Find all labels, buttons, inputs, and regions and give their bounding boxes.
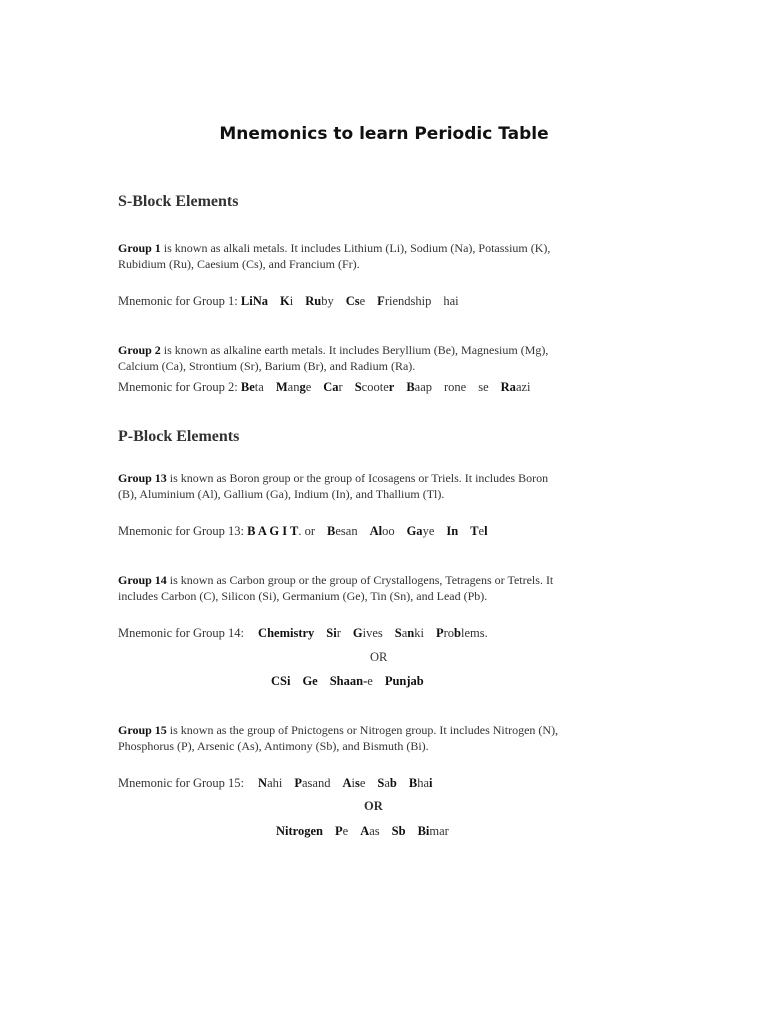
mnemonic-bold-letters: B (406, 380, 415, 394)
group-14-or: OR (370, 650, 388, 664)
mnemonic-bold-letters: A (342, 776, 352, 790)
group-14-mnemonic (118, 626, 488, 641)
group-14-desc-line-2: includes Carbon (C), Silicon (Si), Germanium (Ge), Tin (Sn), and Lead (Pb). (118, 589, 488, 603)
mnemonic-bold-letters: l (484, 524, 488, 538)
mnemonic-bold-letters: Ca (323, 380, 339, 394)
mnemonic-word (360, 824, 379, 839)
page-title: Mnemonics to learn Periodic Table (219, 124, 549, 144)
group-15-or: OR (364, 799, 383, 813)
mnemonic-word (346, 294, 365, 309)
p-block-heading: P-Block Elements (118, 428, 240, 445)
mnemonic-word (271, 674, 290, 689)
mnemonic-regular-letters: by (321, 294, 334, 308)
mnemonic-word (302, 674, 317, 689)
mnemonic-word (407, 524, 435, 539)
group-15-mnemonic-alt (276, 824, 449, 839)
mnemonic-regular-letters: ro (443, 626, 455, 640)
mnemonic-word (280, 294, 293, 309)
mnemonic-regular-letters: ta (254, 380, 264, 394)
mnemonic-word (418, 824, 449, 839)
group-13-desc-line-1: is known as Boron group or the group of Icosagens or Triels. It includes Boron (166, 471, 549, 485)
mnemonic-word (501, 380, 531, 395)
group-14-description (118, 572, 658, 604)
group-1-mnemonic-label: Mnemonic for Group 1: (118, 294, 241, 308)
group-13-description (118, 470, 658, 502)
mnemonic-bold-letters: S (394, 626, 402, 640)
group-13-bagit: B A G I T (247, 524, 299, 538)
group-13-mnemonic-words (327, 524, 488, 538)
group-2-desc-line-2: Calcium (Ca), Strontium (Sr), Barium (Br), and Radium (Ra). (118, 359, 416, 373)
group-13-desc-line-2: (B), Aluminium (Al), Gallium (Ga), Indium (In), and Thallium (Tl). (118, 487, 445, 501)
group-15-desc-line-2: Phosphorus (P), Arsenic (As), Antimony (Sb), and Bismuth (Bi). (118, 739, 429, 753)
mnemonic-regular-letters: a (384, 776, 390, 790)
s-block-heading: S-Block Elements (118, 193, 239, 210)
mnemonic-bold-letters: Be (240, 380, 255, 394)
group-14-mnemonic-alt (271, 674, 424, 689)
mnemonic-regular-letters: an (287, 380, 300, 394)
mnemonic-word (392, 824, 406, 839)
mnemonic-regular-letters: r (336, 626, 341, 640)
mnemonic-word (444, 380, 466, 395)
mnemonic-bold-letters: P (435, 626, 444, 640)
mnemonic-word (241, 380, 264, 395)
mnemonic-word (395, 626, 424, 641)
group-2-mnemonic (118, 380, 531, 395)
mnemonic-bold-letters: In (446, 524, 459, 538)
mnemonic-regular-letters: ha (417, 776, 430, 790)
mnemonic-word (446, 524, 458, 539)
mnemonic-word (305, 294, 333, 309)
group-14-mnemonic-words (258, 626, 488, 640)
mnemonic-bold-letters: b (416, 674, 424, 688)
mnemonic-bold-letters: Bi (417, 824, 430, 838)
mnemonic-word (327, 524, 358, 539)
mnemonic-bold-letters: Cs (345, 294, 360, 308)
mnemonic-word (258, 626, 314, 641)
group-1-label: Group 1 (118, 241, 161, 255)
group-1-mnemonic-words (241, 294, 459, 308)
mnemonic-word (335, 824, 348, 839)
mnemonic-word (353, 626, 383, 641)
mnemonic-regular-letters: i (351, 776, 355, 790)
mnemonic-regular-letters: oo (382, 524, 395, 538)
mnemonic-regular-letters: e (478, 524, 485, 538)
mnemonic-regular-letters: e (359, 776, 366, 790)
mnemonic-bold-letters: Shaan- (329, 674, 368, 688)
mnemonic-word (478, 380, 488, 395)
group-15-label: Group 15 (118, 723, 167, 737)
group-2-label: Group 2 (118, 343, 161, 357)
mnemonic-bold-letters: g (299, 380, 306, 394)
mnemonic-bold-letters: hemistry (267, 626, 315, 640)
mnemonic-word (330, 674, 373, 689)
mnemonic-regular-letters: ives (362, 626, 383, 640)
mnemonic-regular-letters: ki (414, 626, 424, 640)
group-1-desc-line-2: Rubidium (Ru), Caesium (Cs), and Francium (Fr). (118, 257, 360, 271)
group-15-mnemonic-alt-words (276, 824, 449, 838)
group-15-desc-line-1: is known as the group of Pnictogens or Nitrogen group. It includes Nitrogen (N), (166, 723, 559, 737)
group-15-mnemonic-label: Mnemonic for Group 15: (118, 776, 245, 790)
mnemonic-regular-letters: hai (443, 294, 459, 308)
mnemonic-bold-letters: B (408, 776, 418, 790)
mnemonic-bold-letters: S (377, 776, 385, 790)
mnemonic-word (294, 776, 330, 791)
mnemonic-regular-letters: asand (301, 776, 331, 790)
mnemonic-word (377, 776, 396, 791)
mnemonic-bold-letters: i (429, 776, 433, 790)
mnemonic-regular-letters: se (478, 380, 489, 394)
group-2-mnemonic-words (241, 380, 531, 394)
mnemonic-bold-letters: A (360, 824, 370, 838)
mnemonic-regular-letters: e (305, 380, 312, 394)
mnemonic-regular-letters: e (367, 674, 373, 688)
mnemonic-word (470, 524, 487, 539)
mnemonic-word (326, 626, 341, 641)
group-13-label: Group 13 (118, 471, 167, 485)
mnemonic-word (443, 294, 458, 309)
mnemonic-regular-letters: riendship (384, 294, 432, 308)
mnemonic-bold-letters: CSi (271, 674, 291, 688)
mnemonic-bold-letters: b (454, 626, 461, 640)
group-1-description (118, 240, 658, 272)
mnemonic-regular-letters: as (369, 824, 380, 838)
group-14-desc-line-1: is known as Carbon group or the group of Crystallogens, Tetragens or Tetrels. It (166, 573, 554, 587)
mnemonic-regular-letters: r (338, 380, 343, 394)
mnemonic-bold-letters: C (258, 626, 268, 640)
mnemonic-bold-letters: T (470, 524, 479, 538)
mnemonic-word (409, 776, 433, 791)
mnemonic-regular-letters: rone (444, 380, 467, 394)
mnemonic-regular-letters: azi (515, 380, 531, 394)
mnemonic-bold-letters: Punja (384, 674, 417, 688)
group-13-mnemonic (118, 524, 488, 539)
mnemonic-word (355, 380, 395, 395)
mnemonic-word (241, 294, 268, 309)
mnemonic-bold-letters: G (352, 626, 363, 640)
group-2-mnemonic-label: Mnemonic for Group 2: (118, 380, 241, 394)
mnemonic-word (276, 380, 311, 395)
mnemonic-bold-letters: Ga (406, 524, 423, 538)
mnemonic-regular-letters: e (342, 824, 349, 838)
mnemonic-word (406, 380, 432, 395)
mnemonic-bold-letters: B (327, 524, 336, 538)
mnemonic-word (377, 294, 431, 309)
mnemonic-bold-letters: K (280, 294, 290, 308)
mnemonic-bold-letters: n (407, 626, 415, 640)
mnemonic-bold-letters: Ge (302, 674, 318, 688)
mnemonic-regular-letters: ahi (267, 776, 283, 790)
mnemonic-bold-letters: b (389, 776, 397, 790)
mnemonic-word (436, 626, 488, 641)
mnemonic-word (370, 524, 395, 539)
group-2-description (118, 342, 658, 374)
mnemonic-regular-letters: i (289, 294, 294, 308)
mnemonic-bold-letters: Sb (391, 824, 406, 838)
mnemonic-bold-letters: S (354, 380, 362, 394)
mnemonic-bold-letters: P (294, 776, 302, 790)
mnemonic-regular-letters: aap (414, 380, 433, 394)
group-14-mnemonic-label: Mnemonic for Group 14: (118, 626, 245, 640)
group-15-mnemonic-words (258, 776, 432, 790)
group-2-desc-line-1: is known as alkaline earth metals. It includes Beryllium (Be), Magnesium (Mg), (160, 343, 549, 357)
mnemonic-bold-letters: Al (369, 524, 383, 538)
mnemonic-word (258, 776, 282, 791)
mnemonic-word (323, 380, 342, 395)
mnemonic-word (385, 674, 424, 689)
group-13-mnemonic-label: Mnemonic for Group 13: (118, 524, 248, 538)
mnemonic-bold-letters: s (354, 776, 360, 790)
group-14-label: Group 14 (118, 573, 167, 587)
group-1-desc-line-1: is known as alkali metals. It includes Lithium (Li), Sodium (Na), Potassium (K), (160, 241, 551, 255)
mnemonic-bold-letters: Nitrogen (276, 824, 323, 838)
mnemonic-bold-letters: Ra (500, 380, 516, 394)
mnemonic-word (342, 776, 365, 791)
mnemonic-word (276, 824, 323, 839)
mnemonic-regular-letters: esan (335, 524, 358, 538)
mnemonic-regular-letters: ye (422, 524, 435, 538)
mnemonic-bold-letters: M (275, 380, 288, 394)
mnemonic-bold-letters: r (388, 380, 395, 394)
mnemonic-regular-letters: lems. (460, 626, 488, 640)
mnemonic-bold-letters: P (335, 824, 343, 838)
mnemonic-regular-letters: mar (429, 824, 449, 838)
mnemonic-bold-letters: N (258, 776, 268, 790)
mnemonic-bold-letters: Ru (305, 294, 322, 308)
group-14-mnemonic-alt-words (271, 674, 424, 688)
mnemonic-regular-letters: coote (361, 380, 389, 394)
mnemonic-regular-letters: e (359, 294, 366, 308)
group-13-or-inline: . or (298, 524, 316, 538)
group-1-mnemonic (118, 294, 459, 309)
mnemonic-bold-letters: F (377, 294, 385, 308)
mnemonic-bold-letters: LiNa (240, 294, 268, 308)
group-15-description (118, 722, 658, 754)
mnemonic-regular-letters: a (401, 626, 408, 640)
group-15-mnemonic (118, 776, 433, 791)
mnemonic-bold-letters: Si (326, 626, 337, 640)
